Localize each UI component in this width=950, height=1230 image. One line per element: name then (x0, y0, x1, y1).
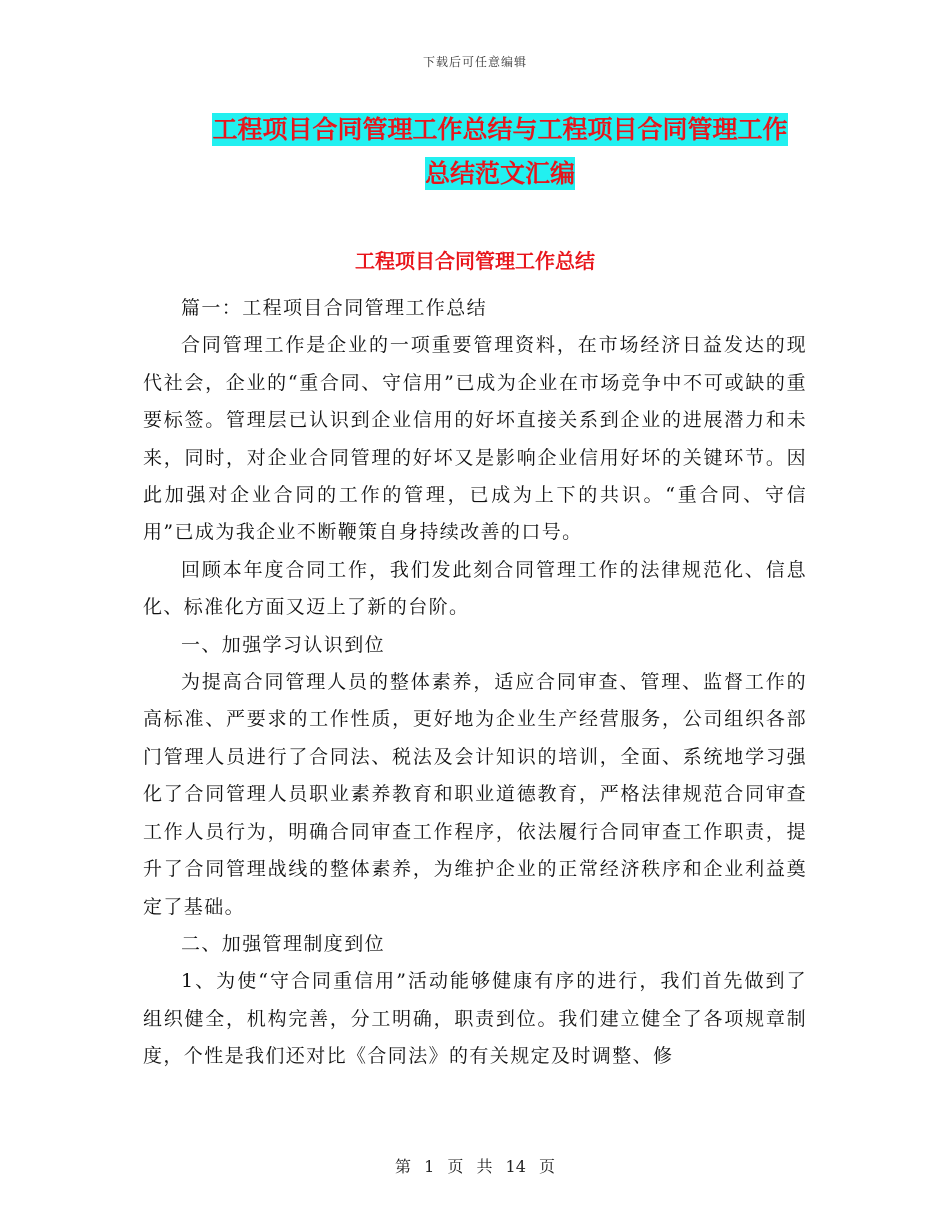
paragraph: 1、为使“守合同重信用”活动能够健康有序的进行，我们首先做到了组织健全，机构完善，分工明确，职责到位。我们建立健全了各项规章制度，个性是我们还对比《合同法》的有关规定及时调整、修 (143, 970, 807, 1068)
document-title (190, 108, 810, 196)
page-indicator: 第 1 页 共 14 页 (395, 1157, 555, 1176)
paragraph: 回顾本年度合同工作，我们发此刻合同管理工作的法律规范化、信息化、标准化方面又迈上了新的台阶。 (143, 558, 807, 619)
paragraph-subheading: 二、加强管理制度到位 (181, 932, 386, 955)
body-text (143, 290, 807, 1076)
section-title: 工程项目合同管理工作总结 (355, 249, 595, 273)
paragraph: 合同管理工作是企业的一项重要管理资料，在市场经济日益发达的现代社会，企业的“重合同、守信用”已成为企业在市场竞争中不可或缺的重要标签。管理层已认识到企业信用的好坏直接关系到企业的进展潜力和未来，同时，对企业合同管理的好坏又是影响企业信用好坏的关键环节。因此加强对企业合同的工作的管理，已成为上下的共识。“重合同、守信用”已成为我企业不断鞭策自身持续改善的口号。 (143, 334, 807, 544)
paragraph: 为提高合同管理人员的整体素养，适应合同审查、管理、监督工作的高标准、严要求的工作性质，更好地为企业生产经营服务，公司组织各部门管理人员进行了合同法、税法及会计知识的培训，全面、系统地学习强化了合同管理人员职业素养教育和职业道德教育，严格法律规范合同审查工作人员行为，明确合同审查工作程序，依法履行合同审查工作职责，提升了合同管理战线的整体素养，为维护企业的正常经济秩序和企业利益奠定了基础。 (143, 671, 807, 918)
document-title-line-2: 总结范文汇编 (424, 159, 575, 188)
paragraph-subheading: 一、加强学习认识到位 (181, 633, 386, 656)
header-note: 下载后可任意编辑 (422, 55, 527, 69)
document-title-line-1: 工程项目合同管理工作总结与工程项目合同管理工作 (212, 115, 788, 144)
paragraph-chapter-heading: 篇一：工程项目合同管理工作总结 (181, 297, 488, 319)
